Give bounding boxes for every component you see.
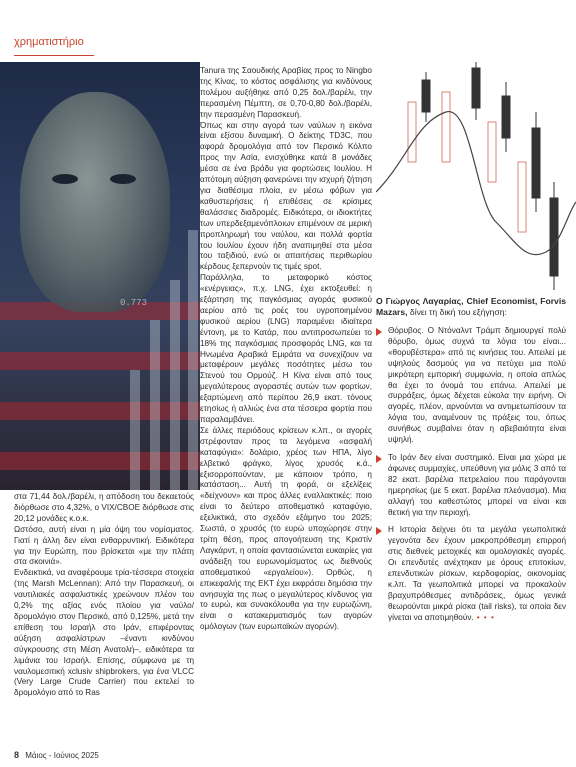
candlestick-illustration xyxy=(376,62,576,294)
page-number: 8 xyxy=(14,750,20,760)
portrait-eye xyxy=(52,174,78,184)
portrait-face xyxy=(20,92,170,312)
bullet-text: Η Ιστορία δείχνει ότι τα μεγάλα γεωπολιτικά γεγονότα δεν έχουν μακροπρόθεσμη επιρροή στις διεθνείς μετοχικές και ομολογιακές αγορές. Οι επενδυτές ανέχτηκαν με όρους επιτοκίων, επενδυτικών ρίσκων, κερδοφορίας, οικονομίας κ.λπ. Τα γεωπολιτικά μπορεί να προκαλούν βραχυπρόθεσμες αντιδράσεις, όμως γενικά θεωρούνται μικρά ρίσκα (tail risks), τα οποία δεν γίνεται να αποτιμηθούν. xyxy=(388,525,566,622)
quote-intro xyxy=(376,296,566,318)
text-column-3 xyxy=(376,296,566,631)
bullet-item xyxy=(376,326,566,446)
section-label: χρηματιστήριο xyxy=(14,36,84,48)
hero-image xyxy=(0,62,200,490)
paragraph: στα 71,44 δολ./βαρέλι, η απόδοση του δεκαετούς διόρθωσε στο 4,32%, ο VIX/CBOE διόρθωσε στις 20,12 μονάδες κ.ο.κ. xyxy=(14,492,194,523)
end-mark: • • • xyxy=(476,612,495,622)
economist-name: Ο Γιώργος Λαγαρίας, Chief Economist, Forvis Mazars, xyxy=(376,296,566,317)
hero-figure-text: 0.773 xyxy=(120,298,148,308)
chart-bar-overlay xyxy=(170,280,180,490)
paragraph: Σε άλλες περιόδους κρίσεων κ.λπ., οι αγορές στρέφονταν προς τα λεγόμενα «ασφαλή καταφύγια»: δολάριο, χρέος των ΗΠΑ, λίγο ελβετικό φράγκο, λίγος χρυσός κ.ά., εξισορροπούνταν, με κάποιον τρόπο, η κατάσταση... Αυτή τη φορά, οι εξελίξεις «δείχνουν» και προς άλλες εναλλακτικές: ποιο είναι το δεύτερο αποθεματικό καταφύγιο, εξελικτικά, στο σχεδόν εξάμηνο του 2025; Σωστά, ο χρυσός (το ευρώ υποχώρησε στην τρίτη θέση, προς απογοήτευση της Κριστίν Λαγκάρντ, η οποία φαντασιώνεται ευκαιρίες για ανάδειξη του ευρωνομίσματος ως διεθνούς αποθεματικού «εργαλείου»). Ορθώς, η επικεφαλής της ΕΚΤ έχει εκφράσει δημόσια την ανησυχία της πως ο μεγαλύτερος κίνδυνος για το ευρώ, και συνακόλουθα για την ευρωζώνη, είναι ο κατακερματισμός των αγορών ομόλογων (των ευρωπαϊκών αγορών). xyxy=(200,425,372,632)
intro-text: δίνει τη δική του εξήγηση: xyxy=(407,307,507,317)
chart-bar-overlay xyxy=(188,230,198,490)
issue-date: Μάιος - Ιούνιος 2025 xyxy=(25,751,99,760)
bullet-item xyxy=(376,525,566,623)
triangle-bullet-icon xyxy=(376,328,382,336)
paragraph: Παράλληλα, το μεταφορικό κόστος «ενέργειας», π.χ. LNG, έχει εκτοξευθεί: η εξάρτηση της παγκόσμιας αγοράς φυσικού αερίου από τις ροές του υγροποιημένου φυσικού αερίου (LNG) παραμένει ιδιαίτερα έντονη, με το Κατάρ, που αντιπροσωπεύει το 18% της παγκόσμιας προσφοράς LNG, και τα Ηνωμένα Αραβικά Εμιράτα να συνεχίζουν να μεταφέρουν μεγάλες ποσότητες μέσω του Στενού του Ορμούζ. Η Κίνα είναι από τους μεγαλύτερους αγοραστές αυτών των φορτίων, εξαρτώμενη από περίπου 26,9 εκατ. τόνους ετησίως ή αλλιώς ένα στα τέσσερα φορτία που παραλαμβάνει. xyxy=(200,273,372,424)
paragraph: Ωστόσο, αυτή είναι η μία όψη του νομίσματος. Γιατί η άλλη δεν είναι ενθαρρυντική. Ειδικότερα για την Ευρώπη, που βρίσκεται «με την πλάτη στα σκοινιά». xyxy=(14,524,194,567)
triangle-bullet-icon xyxy=(376,455,382,463)
page-footer xyxy=(14,750,99,760)
bullet-text: Το Ιράν δεν είναι συστημικό. Είναι μια χώρα με άφωνες συμμαχίες, υπεύθυνη για μόλις 3 από τα 82 εκατ. βαρέλια πετρελαίου που παράγονται ημερησίως (με 5 εκατ. βαρέλια πλεόνασμα). Μια αλλαγή του καθεστώτος μπορεί να είναι και θετική για την περιοχή. xyxy=(388,452,566,517)
paragraph: Όπως και στην αγορά των ναύλων η εικόνα είναι εξίσου δυναμική. Ο δείκτης TD3C, που αφορά δρομολόγια από τον Περσικό Κόλπο προς την Ασία, ενισχύθηκε κατά 8 μονάδες μέσα σε ένα βράδυ για φορτώσεις Ιουλίου. Η απότομη αύξηση φανερώνει την ισχυρή ζήτηση για διαθέσιμα πλοία, εν μέσω φόβων για καθυστερήσεις ή επιθέσεις σε κρίσιμες θαλάσσιες διαδρομές. Ειδικότερα, οι ιδιοκτήτες των υπερδεξαμενόπλοιων επιμένουν σε μερική προπληρωμή του ναύλου, και πολλά φορτία του Ιουλίου έχουν ήδη αναπιμηθεί στα μέσα του ταξιδιού, ενώ οι απαιτήσεις περιθωρίου κέρδους ξεπερνούν τις τιμές spot. xyxy=(200,120,372,272)
text-column-2 xyxy=(200,66,372,633)
section-rule xyxy=(14,55,94,56)
bullet-item xyxy=(376,453,566,518)
text-column-1 xyxy=(14,492,194,699)
paragraph: Ενδεικτικά, να αναφέρουμε τρία-τέσσερα στοιχεία (της Marsh McLennan): Από την Παρασκευή, οι ναυτιλιακές ασφαλιστικές χρεώνουν πλέον του 0,2% της αξίας ενός πλοίου για ναύλο/δρομολόγιο στον Περσικό, από 0,125%, μετά την επίθεση του Ισραήλ στο Ιράν, επιφέροντας αύξηση ασφαλίστρων –έναντι κινδύνου σύγκρουσης στη Μέση Ανατολή–, ειδικότερα τα λιμάνια του Ισραήλ. Επίσης, σύμφωνα με τη ναυλομεσιτική xclusiv shipbrokers, για ένα VLCC (Very Large Crude Carrier) που εκτελεί το δρομολόγιο από το Ras xyxy=(14,568,194,698)
portrait-eye xyxy=(110,174,136,184)
triangle-bullet-icon xyxy=(376,527,382,535)
bullet-text: Θόρυβος. Ο Ντόναλντ Τράμπ δημιουργεί πολύ θόρυβο, όμως συχνά τα λόγια του είναι... «θορυβέστερα» από τις κινήσεις του. Απειλεί με υψηλούς δασμούς για να πετύχει μια πολύ μικρότερη εμπορική συμφωνία, η οποία απλώς θα έχει το όνομά του επάνω. Απειλεί με συρράξεις, όμως δέχεται εύκολα την ειρήνη. Οι αγορές, πλέον, αρνούνται να αντιμετωπίσουν τα λόγια του, αναμένουν τις πράξεις του, όπως συνήθως συμβαίνει όταν η αβεβαιότητα είναι υψηλή. xyxy=(388,326,566,445)
chart-bar-overlay xyxy=(130,370,140,490)
chart-bar-overlay xyxy=(150,320,160,490)
paragraph: Tanura της Σαουδικής Αραβίας προς το Ningbo της Κίνας, το κόστος ασφάλισης για κινδύνους πολέμου αυξήθηκε από 0,25 δολ./βαρέλι, την περασμένη Πέμπτη, σε 0,70-0,80 δολ./βαρέλι, την περασμένη Παρασκευή. xyxy=(200,66,372,119)
